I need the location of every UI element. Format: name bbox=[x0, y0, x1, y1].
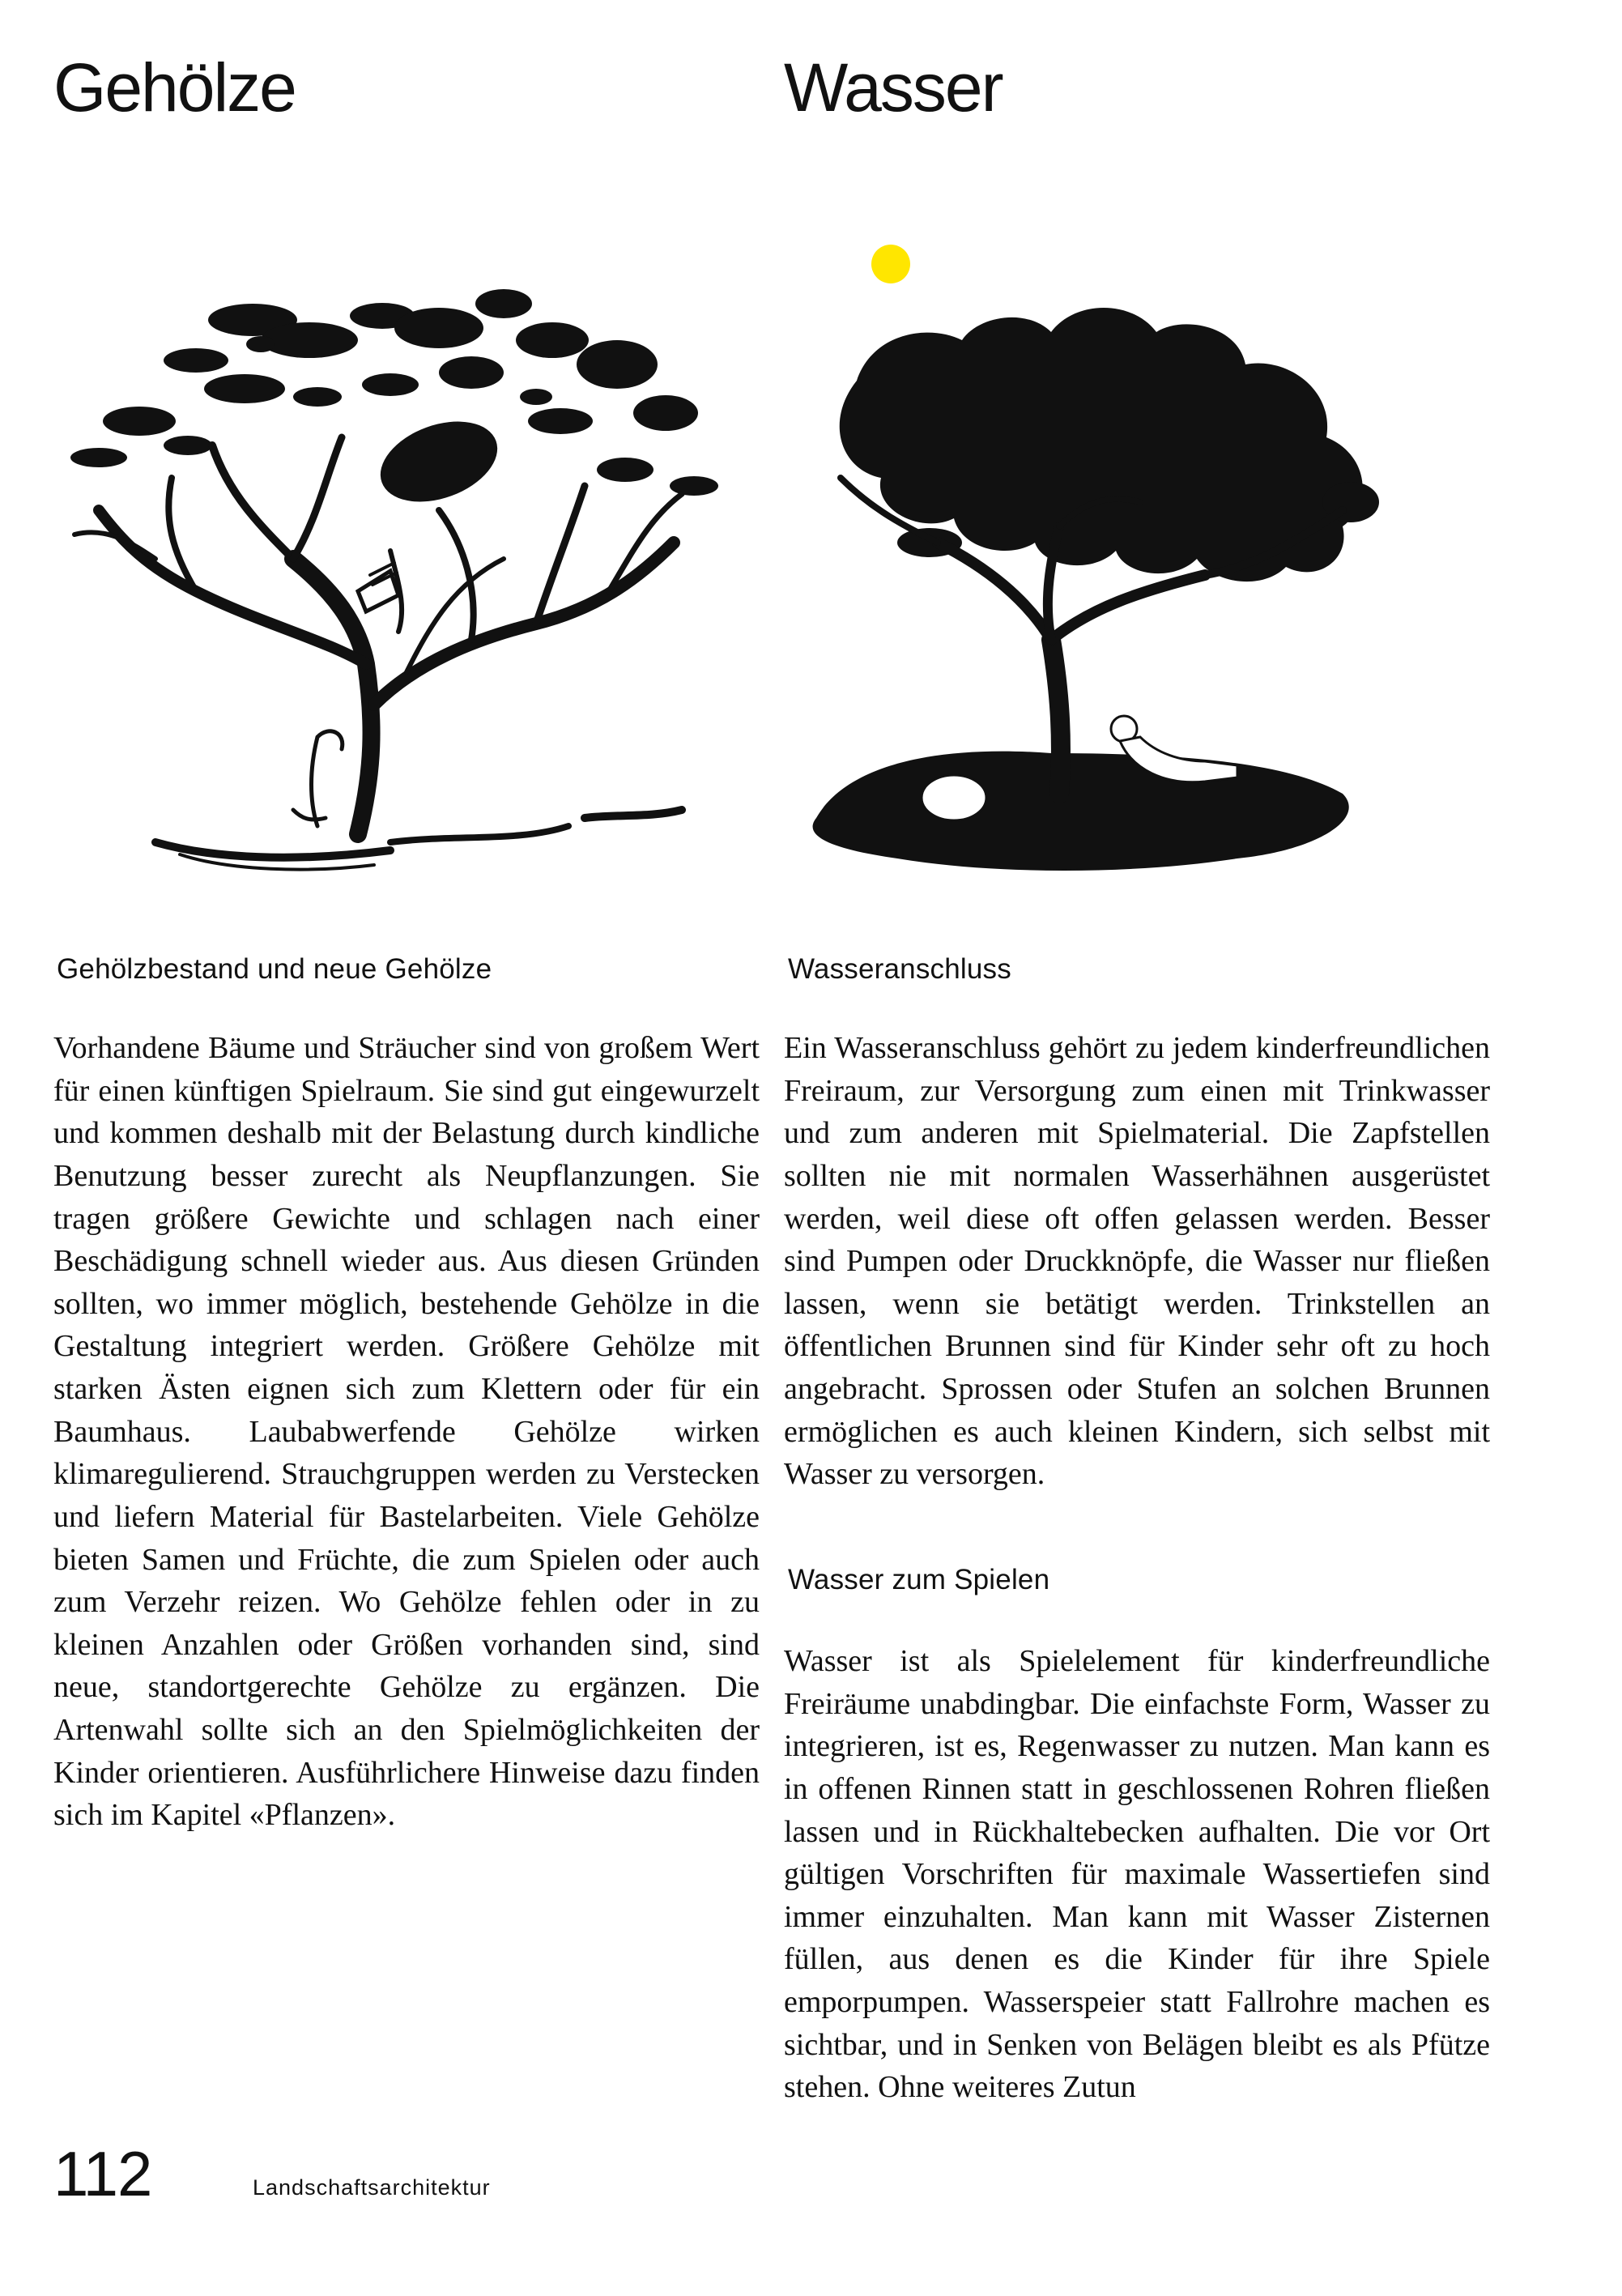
body-text-wasseranschluss bbox=[784, 1027, 1490, 1496]
subheading-gehoelzbestand: Gehölzbestand und neue Gehölze bbox=[57, 953, 492, 985]
body-text-wasser-zum-spielen bbox=[784, 1640, 1490, 2109]
subheading-wasseranschluss: Wasseranschluss bbox=[788, 953, 1011, 985]
section-title-wasser: Wasser bbox=[784, 49, 1003, 126]
shade-tree-with-sun-and-children-icon bbox=[784, 235, 1416, 887]
subheading-wasser-zum-spielen: Wasser zum Spielen bbox=[788, 1564, 1050, 1595]
body-text-gehoelze bbox=[53, 1027, 760, 1837]
sun-icon bbox=[871, 245, 910, 283]
paragraph: Vorhandene Bäume und Sträucher sind von großem Wert für einen künftigen Spielraum. Sie sind gut eingewurzelt und kommen deshalb mit der Belastung durch kindliche Benutzung besser zurecht als Neupflanzungen. Sie tragen größere Gewichte und schlagen nach einer Beschädigung schnell wieder aus. Aus diesen Gründen sollten, wo immer möglich, bestehende Gehölze in die Gestaltung integriert werden. Größere Gehölze mit starken Ästen eignen sich zum Klettern oder für ein Baumhaus. Laubabwerfende Gehölze wirken klimaregulierend. Strauchgruppen werden zu Verstecken und liefern Material für Bastelarbeiten. Viele Gehölze bieten Samen und Früchte, die zum Spielen oder auch zum Verzehr reizen. Wo Gehölze fehlen oder in zu kleinen Anzahlen oder Größen vorhanden sind, sind neue, standortgerechte Gehölze zu ergänzen. Die Artenwahl sollte sich an den Spielmöglichkeiten der Kinder orientieren. Ausführlichere Hinweise dazu finden sich im Kapitel «Pflanzen». bbox=[53, 1031, 760, 1833]
tree-with-children-climbing-icon bbox=[50, 283, 747, 887]
page-number: 112 bbox=[53, 2138, 152, 2209]
paragraph: Ein Wasseranschluss gehört zu jedem kinderfreundlichen Freiraum, zur Versorgung zum einen mit Trinkwasser und zum anderen mit Spielmaterial. Die Zapfstellen sollten nie mit normalen Wasserhähnen ausgerüstet werden, weil diese oft offen gelassen werden. Besser sind Pumpen oder Druckknöpfe, die Wasser nur fließen lassen, wenn sie betätigt werden. Trinkstellen an öffentlichen Brunnen sind für Kinder sehr oft zu hoch angebracht. Sprossen oder Stufen an solchen Brunnen ermöglichen es auch kleinen Kindern, sich selbst mit Wasser zu versorgen. bbox=[784, 1031, 1490, 1492]
section-title-gehoelze: Gehölze bbox=[53, 49, 296, 126]
running-head: Landschaftsarchitektur bbox=[253, 2175, 491, 2200]
paragraph: Wasser ist als Spielelement für kinderfreundliche Freiräume unabdingbar. Die einfachste Form, Wasser zu integrieren, ist es, Regenwasser zu nutzen. Man kann es in offenen Rinnen statt in geschlossenen Rohren fließen lassen und in Rückhaltebecken aufhalten. Die vor Ort gültigen Vorschriften für maximale Wassertiefen sind immer einzuhalten. Man kann mit Wasser Zisternen füllen, aus denen es die Kinder für ihre Spiele emporpumpen. Wasserspeier statt Fallrohre machen es sichtbar, und in Senken von Belägen bleibt es als Pfütze stehen. Ohne weiteres Zutun bbox=[784, 1644, 1490, 2105]
